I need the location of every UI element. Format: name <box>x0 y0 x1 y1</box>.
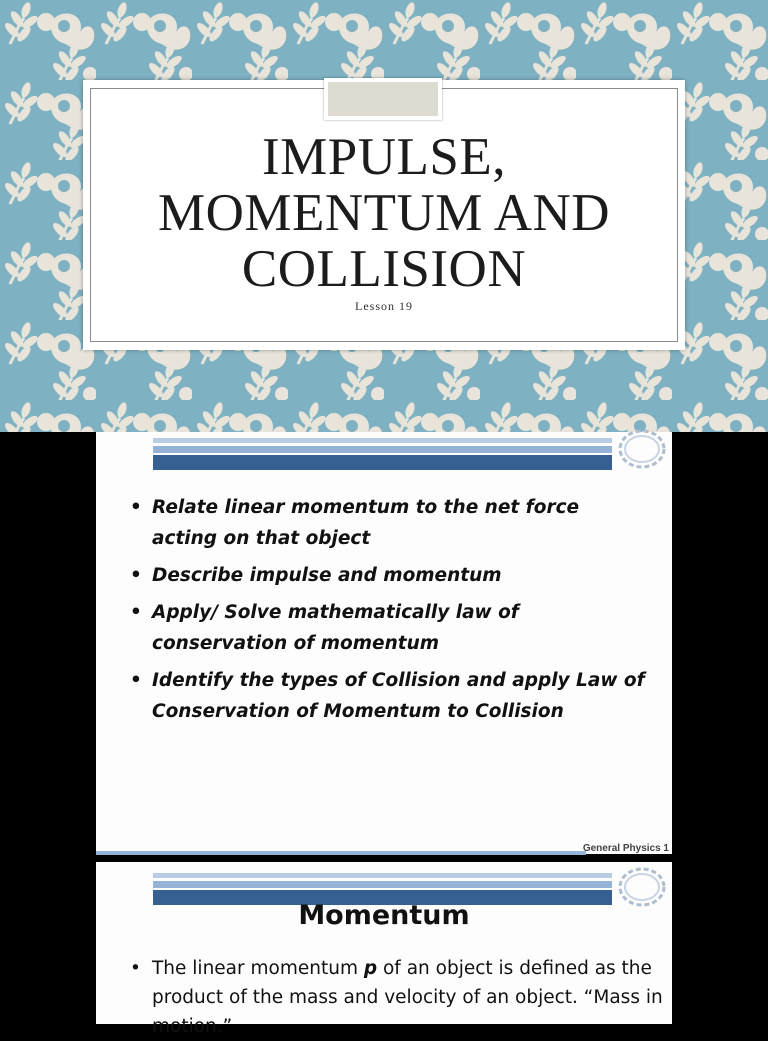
title-slide <box>0 0 768 432</box>
header-band-light <box>153 438 612 443</box>
title-line: IMPULSE, <box>261 128 506 186</box>
objectives-list <box>130 492 650 733</box>
objective-text: Relate linear momentum to the net force acting on that object <box>152 497 580 549</box>
momentum-slide <box>96 862 672 1037</box>
header-band-mid <box>153 446 612 453</box>
footer-course-label: General Physics 1 <box>582 843 669 854</box>
title-line: MOMENTUM AND <box>157 184 611 242</box>
objectives-slide <box>96 432 672 854</box>
list-item <box>130 492 650 554</box>
footer-divider <box>96 851 586 855</box>
slide-heading: Momentum <box>298 900 470 931</box>
decorative-ring-icon <box>616 426 668 472</box>
bullet-icon: • <box>130 497 142 518</box>
bullet-icon: • <box>130 958 141 979</box>
objective-text: Identify the types of Collision and apply Law of Conservation of Momentum to Collision <box>152 670 645 722</box>
title-card <box>83 80 685 350</box>
definition-text-end: of an object is defined as the product of the mass and velocity of an object. “Mass in motion.” <box>152 958 663 1037</box>
definition-paragraph <box>130 954 682 1041</box>
slide-title <box>83 129 685 297</box>
header-band-dark <box>153 455 612 470</box>
definition-text-start: The linear momentum <box>152 958 364 979</box>
list-item <box>130 560 650 591</box>
list-item <box>130 597 650 659</box>
title-line: COLLISION <box>241 240 527 298</box>
bullet-icon: • <box>130 565 142 586</box>
list-item <box>130 665 650 727</box>
objective-text: Apply/ Solve mathematically law of conservation of momentum <box>152 602 519 654</box>
header-band-mid <box>153 881 612 888</box>
lesson-number: Lesson 19 <box>355 299 413 313</box>
header-band-light <box>153 873 612 878</box>
bullet-icon: • <box>130 670 142 691</box>
objective-text: Describe impulse and momentum <box>152 565 502 586</box>
title-card-tab <box>324 78 442 120</box>
bullet-icon: • <box>130 602 142 623</box>
momentum-symbol: p <box>363 958 378 979</box>
